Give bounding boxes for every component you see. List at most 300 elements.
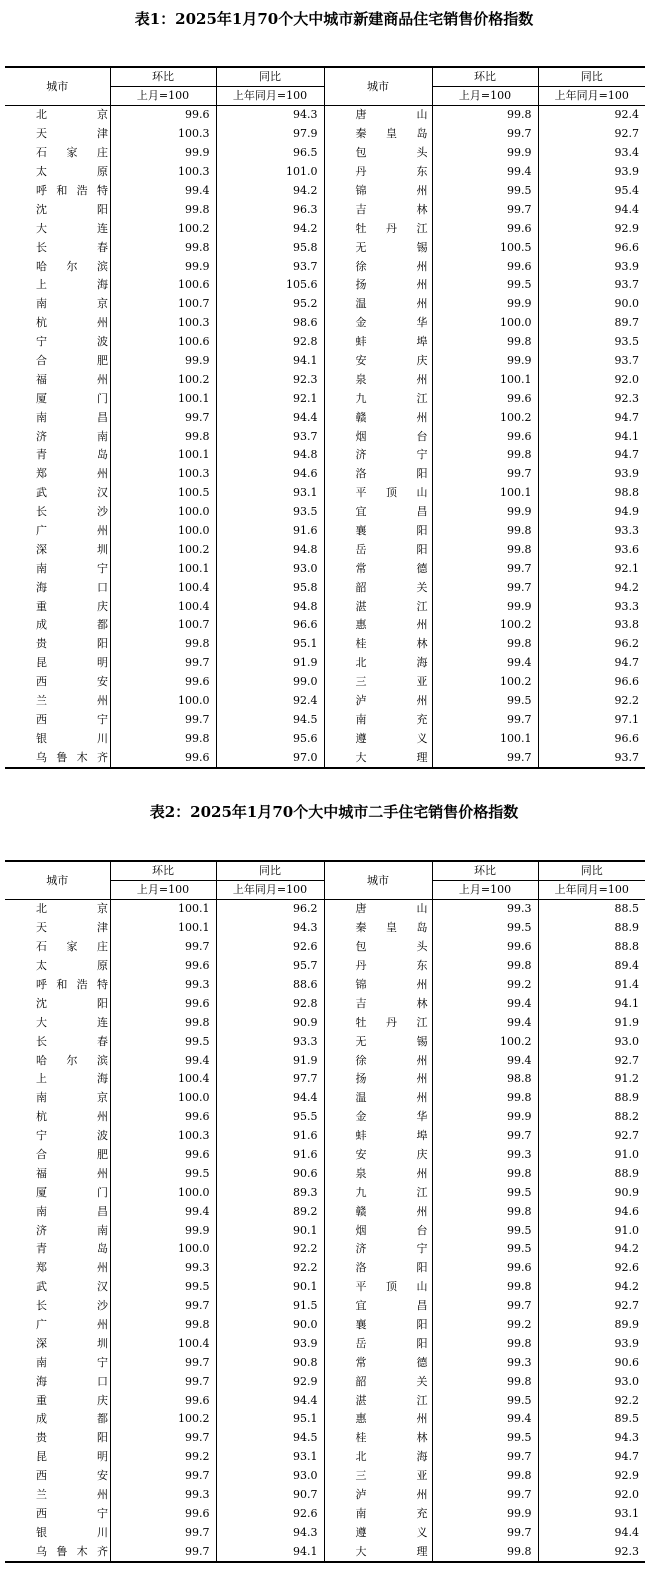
table2-body	[5, 900, 645, 1563]
city-name	[324, 976, 432, 995]
city-name	[5, 540, 110, 559]
city-name-text: 洛 阳	[355, 1261, 428, 1275]
city-name	[5, 352, 110, 371]
table-row	[5, 200, 645, 219]
yoy-value: 88.5	[538, 900, 645, 919]
city-name	[5, 1183, 110, 1202]
yoy-value: 98.6	[216, 314, 324, 333]
mom-value: 99.8	[432, 522, 538, 541]
table-row	[5, 900, 645, 919]
city-name	[5, 635, 110, 654]
yoy-value: 94.3	[216, 919, 324, 938]
yoy-header: 同比	[538, 861, 645, 881]
mom-value: 99.7	[110, 408, 216, 427]
city-name	[5, 1108, 110, 1127]
city-name	[324, 938, 432, 957]
table-row	[5, 257, 645, 276]
mom-value: 99.7	[110, 938, 216, 957]
city-name-text: 济 南	[36, 1223, 108, 1237]
mom-value: 99.7	[110, 1372, 216, 1391]
yoy-value: 93.9	[538, 1334, 645, 1353]
city-name	[324, 711, 432, 730]
city-name	[324, 446, 432, 465]
city-name-text: 安 庆	[355, 1148, 428, 1162]
yoy-value: 91.9	[216, 1051, 324, 1070]
yoy-value: 95.5	[216, 1108, 324, 1127]
city-name	[5, 333, 110, 352]
yoy-value: 95.1	[216, 1410, 324, 1429]
table-row	[5, 446, 645, 465]
city-name	[324, 540, 432, 559]
city-name	[324, 900, 432, 919]
city-name	[324, 559, 432, 578]
mom-value: 100.0	[110, 1240, 216, 1259]
city-name	[5, 938, 110, 957]
table-row	[5, 1183, 645, 1202]
city-name	[324, 1372, 432, 1391]
city-name	[5, 1429, 110, 1448]
mom-value: 99.8	[432, 635, 538, 654]
city-name-text: 乌 鲁 木 齐	[36, 1544, 108, 1558]
city-name-text: 广 州	[36, 524, 108, 538]
yoy-value: 93.9	[538, 465, 645, 484]
yoy-value: 89.3	[216, 1183, 324, 1202]
city-name	[324, 1334, 432, 1353]
city-name-text: 福 州	[36, 1166, 108, 1180]
city-name-text: 乌 鲁 木 齐	[36, 750, 108, 764]
mom-value: 100.2	[110, 370, 216, 389]
city-name-text: 秦 皇 岛	[355, 127, 428, 141]
yoy-value: 90.8	[216, 1353, 324, 1372]
city-name-text: 蚌 埠	[355, 335, 428, 349]
yoy-value: 94.6	[538, 1202, 645, 1221]
table-row	[5, 522, 645, 541]
mom-value: 100.1	[110, 900, 216, 919]
city-name-text: 重 庆	[36, 599, 108, 613]
mom-value: 100.0	[110, 1183, 216, 1202]
mom-value: 100.1	[110, 919, 216, 938]
mom-value: 99.6	[110, 673, 216, 692]
city-name-text: 南 宁	[36, 1355, 108, 1369]
city-name	[5, 1240, 110, 1259]
city-name-text: 桂 林	[355, 637, 428, 651]
mom-value: 99.3	[432, 900, 538, 919]
yoy-value: 93.3	[216, 1032, 324, 1051]
yoy-value: 97.9	[216, 125, 324, 144]
city-name-text: 泉 州	[355, 372, 428, 386]
yoy-value: 94.1	[538, 994, 645, 1013]
mom-value: 100.2	[110, 1410, 216, 1429]
mom-value: 99.7	[110, 1467, 216, 1486]
city-name-text: 南 昌	[36, 410, 108, 424]
city-name-text: 成 都	[36, 1412, 108, 1426]
city-name	[5, 446, 110, 465]
city-name-text: 安 庆	[355, 354, 428, 368]
yoy-value: 92.1	[216, 389, 324, 408]
city-name	[5, 578, 110, 597]
city-name-text: 银 川	[36, 731, 108, 745]
mom-value: 100.2	[432, 1032, 538, 1051]
table-row	[5, 1032, 645, 1051]
mom-value: 99.5	[432, 276, 538, 295]
mom-value: 99.6	[432, 219, 538, 238]
mom-value: 99.3	[110, 1486, 216, 1505]
mom-value: 99.4	[110, 1051, 216, 1070]
city-name	[324, 484, 432, 503]
mom-value: 99.8	[432, 1089, 538, 1108]
mom-value: 99.8	[110, 200, 216, 219]
city-name	[324, 295, 432, 314]
yoy-value: 91.9	[538, 1013, 645, 1032]
yoy-value: 90.6	[538, 1353, 645, 1372]
city-name-text: 韶 关	[355, 580, 428, 594]
mom-value: 99.8	[432, 446, 538, 465]
city-name-text: 烟 台	[355, 429, 428, 443]
table-row	[5, 352, 645, 371]
city-name	[5, 994, 110, 1013]
table-row	[5, 692, 645, 711]
yoy-value: 93.6	[538, 540, 645, 559]
mom-value: 99.5	[110, 1278, 216, 1297]
yoy-value: 96.2	[538, 635, 645, 654]
city-name	[5, 1316, 110, 1335]
yoy-value: 92.6	[538, 1259, 645, 1278]
city-name	[324, 1051, 432, 1070]
city-name	[324, 1013, 432, 1032]
city-name	[5, 1202, 110, 1221]
city-name-text: 沈 阳	[36, 996, 108, 1010]
city-name-text: 湛 江	[355, 599, 428, 613]
mom-value: 99.7	[432, 1297, 538, 1316]
yoy-value: 94.4	[216, 1391, 324, 1410]
city-name-text: 南 京	[36, 1091, 108, 1105]
mom-value: 99.7	[110, 1542, 216, 1562]
city-name-text: 平 顶 山	[355, 486, 428, 500]
table1-body	[5, 106, 645, 769]
mom-value: 100.5	[432, 238, 538, 257]
city-name	[324, 1240, 432, 1259]
city-name-text: 吉 林	[355, 996, 428, 1010]
mom-value: 99.4	[110, 1202, 216, 1221]
city-name-text: 无 锡	[355, 1034, 428, 1048]
city-name	[324, 1486, 432, 1505]
mom-value: 100.7	[110, 616, 216, 635]
city-name-text: 成 都	[36, 618, 108, 632]
city-name	[5, 219, 110, 238]
city-name-text: 赣 州	[355, 1204, 428, 1218]
mom-value: 99.5	[110, 1032, 216, 1051]
mom-value: 99.4	[432, 163, 538, 182]
yoy-value: 91.0	[538, 1221, 645, 1240]
mom-value: 99.3	[110, 1259, 216, 1278]
yoy-value: 93.7	[216, 257, 324, 276]
mom-value: 99.9	[432, 1108, 538, 1127]
mom-value: 100.2	[432, 673, 538, 692]
city-name	[5, 1259, 110, 1278]
yoy-value: 92.7	[538, 1051, 645, 1070]
city-name	[324, 1202, 432, 1221]
yoy-value: 93.1	[216, 484, 324, 503]
city-name	[324, 370, 432, 389]
mom-value: 99.9	[110, 144, 216, 163]
yoy-value: 93.8	[538, 616, 645, 635]
city-name	[5, 729, 110, 748]
yoy-value: 99.0	[216, 673, 324, 692]
table-row	[5, 1486, 645, 1505]
table-row	[5, 635, 645, 654]
city-name-text: 石 家 庄	[36, 146, 108, 160]
yoy-value: 93.3	[538, 522, 645, 541]
city-name-text: 呼 和 浩 特	[36, 184, 108, 197]
mom-value: 99.7	[432, 711, 538, 730]
mom-value: 99.7	[110, 1523, 216, 1542]
mom-value: 99.5	[432, 1391, 538, 1410]
mom-value: 99.8	[432, 1202, 538, 1221]
city-name	[5, 1032, 110, 1051]
city-name-text: 唐 山	[355, 108, 428, 122]
city-header: 城市	[324, 67, 432, 106]
mom-value: 99.5	[432, 692, 538, 711]
city-name-text: 贵 阳	[36, 1431, 108, 1445]
yoy-value: 94.7	[538, 446, 645, 465]
city-name-text: 青 岛	[36, 1242, 108, 1256]
yoy-value: 94.3	[538, 1429, 645, 1448]
city-name-text: 西 安	[36, 675, 108, 689]
mom-value: 100.4	[110, 578, 216, 597]
city-name-text: 蚌 埠	[355, 1129, 428, 1143]
mom-value: 99.8	[432, 1334, 538, 1353]
city-name	[5, 1486, 110, 1505]
city-name	[5, 106, 110, 125]
yoy-value: 92.9	[538, 1467, 645, 1486]
yoy-value: 94.4	[538, 200, 645, 219]
city-name-text: 三 亚	[355, 675, 428, 689]
city-name-text: 宜 昌	[355, 505, 428, 519]
city-name-text: 包 头	[355, 146, 428, 160]
city-name-text: 烟 台	[355, 1223, 428, 1237]
city-name-text: 包 头	[355, 940, 428, 954]
yoy-value: 88.9	[538, 1164, 645, 1183]
mom-value: 100.6	[110, 333, 216, 352]
city-name	[324, 182, 432, 201]
yoy-value: 89.2	[216, 1202, 324, 1221]
yoy-value: 90.9	[216, 1013, 324, 1032]
mom-value: 99.9	[110, 352, 216, 371]
yoy-value: 94.7	[538, 654, 645, 673]
mom-value: 100.2	[432, 408, 538, 427]
mom-value: 100.0	[432, 314, 538, 333]
yoy-value: 94.7	[538, 1448, 645, 1467]
city-name-text: 哈 尔 滨	[36, 1053, 108, 1067]
mom-value: 99.7	[110, 654, 216, 673]
city-name	[5, 1410, 110, 1429]
table-row	[5, 465, 645, 484]
yoy-value: 94.1	[538, 427, 645, 446]
city-name	[5, 1051, 110, 1070]
mom-value: 99.7	[432, 578, 538, 597]
city-name	[5, 711, 110, 730]
city-name	[324, 125, 432, 144]
mom-base-header: 上月=100	[432, 87, 538, 106]
mom-value: 99.6	[432, 938, 538, 957]
table-row	[5, 219, 645, 238]
mom-value: 99.9	[432, 144, 538, 163]
city-name-text: 大 理	[355, 750, 428, 764]
city-name-text: 桂 林	[355, 1431, 428, 1445]
city-name-text: 西 宁	[36, 1506, 108, 1520]
yoy-value: 93.0	[216, 559, 324, 578]
yoy-value: 95.7	[216, 957, 324, 976]
yoy-value: 92.8	[216, 333, 324, 352]
yoy-value: 89.4	[538, 957, 645, 976]
city-name-text: 襄 阳	[355, 1318, 428, 1332]
yoy-value: 92.3	[538, 389, 645, 408]
mom-value: 99.2	[110, 1448, 216, 1467]
table-row	[5, 182, 645, 201]
mom-value: 100.1	[432, 729, 538, 748]
city-name-text: 大 连	[36, 221, 108, 235]
city-name-text: 海 口	[36, 580, 108, 594]
table-row	[5, 559, 645, 578]
city-name-text: 泸 州	[355, 1488, 428, 1502]
yoy-value: 91.6	[216, 1127, 324, 1146]
yoy-value: 94.2	[216, 219, 324, 238]
city-name	[5, 370, 110, 389]
table1-title: 表1：2025年1月70个大中城市新建商品住宅销售价格指数	[134, 10, 534, 28]
city-name-text: 南 充	[355, 1506, 428, 1520]
table-row	[5, 1523, 645, 1542]
yoy-value: 92.7	[538, 125, 645, 144]
yoy-value: 92.4	[538, 106, 645, 125]
city-name	[5, 1146, 110, 1165]
table-row	[5, 1334, 645, 1353]
city-name-text: 呼 和 浩 特	[36, 978, 108, 991]
table-row	[5, 1410, 645, 1429]
city-name	[324, 1353, 432, 1372]
mom-value: 100.4	[110, 1070, 216, 1089]
mom-value: 99.6	[110, 748, 216, 768]
city-name	[5, 1278, 110, 1297]
mom-value: 99.5	[432, 1221, 538, 1240]
yoy-value: 94.4	[216, 408, 324, 427]
city-name	[324, 219, 432, 238]
mom-value: 99.6	[110, 106, 216, 125]
table-row	[5, 729, 645, 748]
city-name	[324, 1259, 432, 1278]
table-row	[5, 408, 645, 427]
mom-value: 100.4	[110, 1334, 216, 1353]
city-name	[324, 1278, 432, 1297]
city-name	[5, 427, 110, 446]
city-name	[324, 748, 432, 768]
yoy-value: 95.4	[538, 182, 645, 201]
city-name	[5, 1297, 110, 1316]
yoy-value: 89.5	[538, 1410, 645, 1429]
city-name	[324, 276, 432, 295]
yoy-value: 91.5	[216, 1297, 324, 1316]
yoy-value: 91.2	[538, 1070, 645, 1089]
mom-value: 99.9	[110, 257, 216, 276]
yoy-value: 94.1	[216, 352, 324, 371]
city-name-text: 常 德	[355, 561, 428, 575]
city-name-text: 长 春	[36, 240, 108, 254]
mom-value: 99.7	[432, 200, 538, 219]
city-name-text: 洛 阳	[355, 467, 428, 481]
table-row	[5, 144, 645, 163]
city-name-text: 合 肥	[36, 1148, 108, 1162]
second-hand-housing-price-table	[5, 860, 645, 1563]
yoy-value: 93.5	[216, 503, 324, 522]
mom-header: 环比	[432, 67, 538, 87]
mom-value: 99.2	[432, 976, 538, 995]
yoy-value: 93.9	[538, 163, 645, 182]
yoy-value: 88.9	[538, 919, 645, 938]
city-name	[5, 1127, 110, 1146]
table-row	[5, 1429, 645, 1448]
city-name	[324, 654, 432, 673]
city-name	[324, 616, 432, 635]
yoy-value: 92.7	[538, 1297, 645, 1316]
mom-value: 99.6	[110, 1146, 216, 1165]
mom-header: 环比	[110, 67, 216, 87]
city-name	[5, 522, 110, 541]
yoy-value: 97.7	[216, 1070, 324, 1089]
mom-value: 99.4	[432, 1051, 538, 1070]
city-name-text: 上 海	[36, 1072, 108, 1086]
city-name-text: 大 理	[355, 1544, 428, 1558]
city-name	[5, 1542, 110, 1562]
yoy-value: 94.6	[216, 465, 324, 484]
yoy-value: 92.6	[216, 1505, 324, 1524]
city-name	[5, 1505, 110, 1524]
yoy-value: 91.0	[538, 1146, 645, 1165]
yoy-value: 94.2	[216, 182, 324, 201]
new-housing-price-table	[5, 66, 645, 769]
city-header: 城市	[324, 861, 432, 900]
table-row	[5, 919, 645, 938]
city-name	[5, 692, 110, 711]
city-name-text: 无 锡	[355, 240, 428, 254]
city-name	[324, 1183, 432, 1202]
yoy-value: 96.6	[538, 238, 645, 257]
mom-value: 99.8	[110, 238, 216, 257]
mom-value: 100.0	[110, 522, 216, 541]
city-name-text: 牡 丹 江	[355, 221, 428, 235]
city-name	[5, 976, 110, 995]
table-row	[5, 503, 645, 522]
mom-value: 99.8	[110, 1316, 216, 1335]
table2-title: 表2：2025年1月70个大中城市二手住宅销售价格指数	[149, 803, 519, 821]
mom-value: 99.3	[432, 1353, 538, 1372]
city-name	[5, 503, 110, 522]
city-name	[324, 238, 432, 257]
city-name-text: 宁 波	[36, 335, 108, 349]
city-name	[5, 616, 110, 635]
table-row	[5, 1259, 645, 1278]
mom-value: 99.6	[432, 1259, 538, 1278]
yoy-value: 95.8	[216, 238, 324, 257]
city-name	[5, 182, 110, 201]
city-name-text: 吉 林	[355, 202, 428, 216]
mom-value: 99.8	[432, 333, 538, 352]
city-name-text: 南 京	[36, 297, 108, 311]
city-name-text: 杭 州	[36, 316, 108, 330]
city-name	[324, 163, 432, 182]
yoy-value: 97.0	[216, 748, 324, 768]
mom-value: 100.3	[110, 125, 216, 144]
yoy-value: 96.2	[216, 900, 324, 919]
city-name-text: 金 华	[355, 1110, 428, 1124]
